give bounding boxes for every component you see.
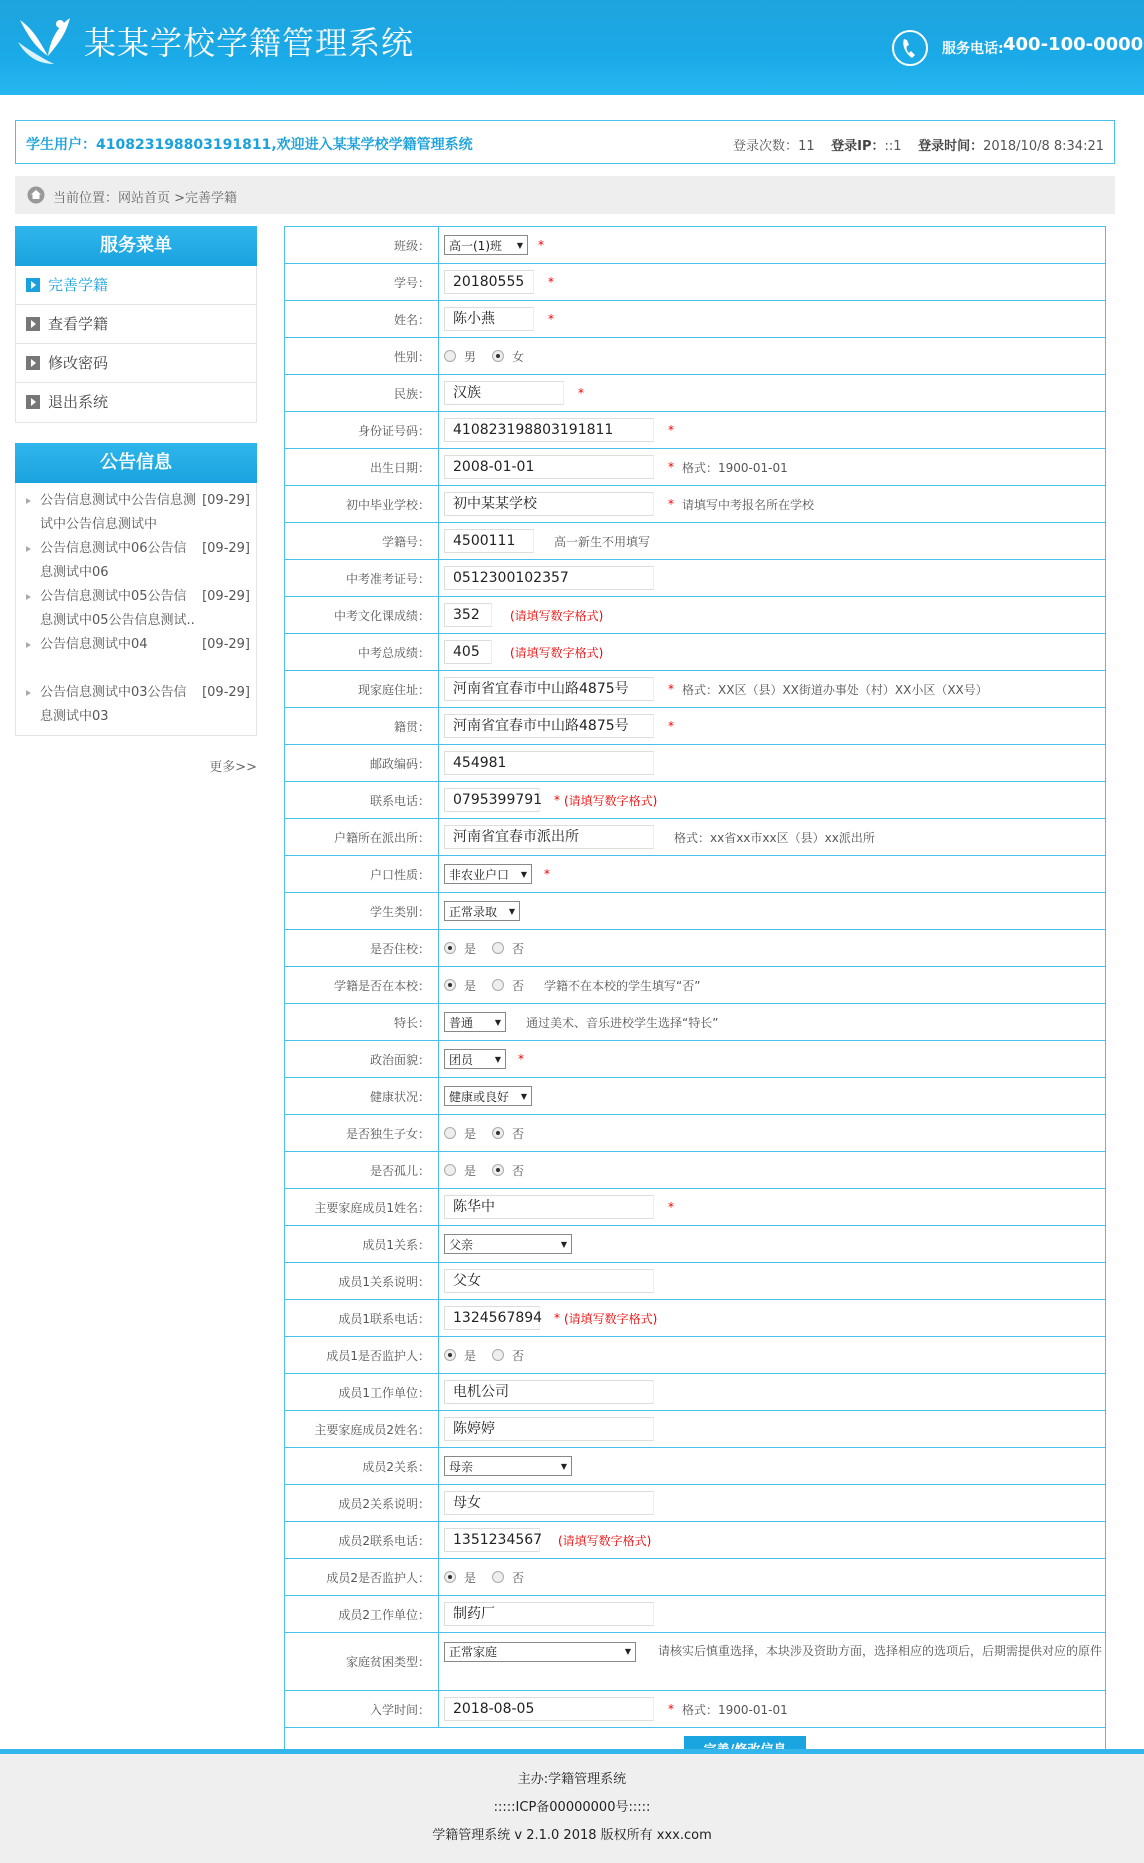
birth-date-input[interactable]: 2008-01-01: [444, 455, 654, 479]
field-label: 户口性质：: [285, 856, 439, 892]
field-label: 中考总成绩：: [285, 634, 439, 670]
home-icon: [27, 186, 45, 204]
poverty-select[interactable]: [444, 1642, 636, 1662]
welcome-bar: [15, 120, 1115, 164]
student-no-input[interactable]: 20180555: [444, 270, 534, 294]
breadcrumb: [15, 176, 1115, 214]
notice-date: [09-29]: [202, 541, 250, 556]
exam-no-input[interactable]: 0512300102357: [444, 566, 654, 590]
orphan-yes-radio[interactable]: [444, 1162, 476, 1179]
menu-label: 修改密码: [48, 354, 109, 372]
radio-label: 是: [464, 1163, 477, 1178]
field-label: 班级：: [285, 227, 439, 263]
orphan-no-radio[interactable]: [492, 1162, 524, 1179]
time-value: 2018/10/8 8:34:21: [983, 139, 1104, 154]
login-count: 11: [798, 139, 815, 154]
radio-label: 是: [464, 941, 477, 956]
dropdown-arrow-icon: ▼: [494, 1017, 501, 1027]
dropdown-arrow-icon: ▼: [560, 1239, 567, 1249]
number-hint: (请填写数字格式): [564, 793, 658, 808]
select-value: 健康或良好: [449, 1089, 510, 1104]
menu-label: 完善学籍: [48, 276, 109, 294]
field-label: 户籍所在派出所：: [285, 819, 439, 855]
nation-input[interactable]: 汉族: [444, 381, 564, 405]
menu-title: 服务菜单: [15, 226, 257, 266]
login-info: [733, 135, 1104, 154]
radio-label: 否: [512, 1126, 525, 1141]
radio-label: 否: [512, 1163, 525, 1178]
ip-value: ::1: [884, 139, 902, 154]
field-label: 联系电话：: [285, 782, 439, 818]
roll-no-input[interactable]: 4500111: [444, 529, 534, 553]
dropdown-arrow-icon: ▼: [560, 1461, 567, 1471]
address-input[interactable]: 河南省宜春市中山路4875号: [444, 677, 654, 701]
special-select[interactable]: [444, 1012, 506, 1032]
gender-male-radio[interactable]: [444, 348, 476, 365]
student-type-select[interactable]: [444, 901, 520, 921]
radio-label: 是: [464, 1126, 477, 1141]
member2-guardian-yes-radio[interactable]: [444, 1569, 476, 1586]
member1-phone-input[interactable]: 1324567894: [444, 1306, 540, 1330]
menu-label: 查看学籍: [48, 315, 109, 333]
field-label: 成员1关系说明：: [285, 1263, 439, 1299]
radio-icon: [492, 1349, 504, 1361]
police-hint: 格式：xx省xx市xx区（县）xx派出所: [674, 830, 875, 845]
arrow-icon: [26, 356, 40, 370]
field-label: 特长：: [285, 1004, 439, 1040]
bullet-icon: [26, 690, 31, 696]
dropdown-arrow-icon: ▼: [520, 1091, 527, 1101]
native-place-input[interactable]: 河南省宜春市中山路4875号: [444, 714, 654, 738]
field-label: 学籍是否在本校：: [285, 967, 439, 1003]
radio-icon: [444, 1127, 456, 1139]
radio-checked-icon: [444, 979, 456, 991]
radio-checked-icon: [444, 1571, 456, 1583]
field-label: 出生日期：: [285, 449, 439, 485]
only-child-yes-radio[interactable]: [444, 1125, 476, 1142]
radio-label: 否: [512, 1348, 525, 1363]
number-hint: (请填写数字格式): [510, 645, 604, 660]
field-label: 学生类别：: [285, 893, 439, 929]
radio-label: 是: [464, 1570, 477, 1585]
dropdown-arrow-icon: ▼: [508, 906, 515, 916]
notice-text: 公告信息测试中04: [40, 637, 148, 652]
notice-text: 公告信息测试中06公告信息测试中06: [40, 541, 187, 580]
class-select[interactable]: [444, 235, 528, 255]
field-label: 是否住校：: [285, 930, 439, 966]
zip-input[interactable]: 454981: [444, 751, 654, 775]
bullet-icon: [26, 546, 31, 552]
bullet-icon: [26, 498, 31, 504]
field-label: 初中毕业学校：: [285, 486, 439, 522]
footer: [0, 1749, 1144, 1863]
select-value: 非农业户口: [449, 867, 510, 882]
field-label: 中考文化课成绩：: [285, 597, 439, 633]
field-label: 成员2关系：: [285, 1448, 439, 1484]
gender-female-radio[interactable]: [492, 348, 524, 365]
login-count-label: 登录次数：: [733, 139, 799, 154]
radio-checked-icon: [444, 1349, 456, 1361]
enroll-date-input[interactable]: 2018-08-05: [444, 1697, 654, 1721]
member2-name-input[interactable]: 陈婷婷: [444, 1417, 654, 1441]
member1-desc-input[interactable]: 父女: [444, 1269, 654, 1293]
member1-guardian-yes-radio[interactable]: [444, 1347, 476, 1364]
notice-item[interactable]: [26, 537, 250, 585]
radio-icon: [444, 1164, 456, 1176]
field-label: 性别：: [285, 338, 439, 374]
menu-item-logout[interactable]: [16, 383, 256, 422]
radio-label: 否: [512, 1570, 525, 1585]
field-label: 邮政编码：: [285, 745, 439, 781]
culture-score-input[interactable]: 352: [444, 603, 492, 627]
footer-copyright: 学籍管理系统 v 2.1.0 2018 版权所有 xxx.com: [432, 1828, 712, 1843]
notice-date: [09-29]: [202, 493, 250, 508]
notice-date: [09-29]: [202, 589, 250, 604]
id-number-input[interactable]: 410823198803191811: [444, 418, 654, 442]
arrow-icon: [26, 395, 40, 409]
app-title: 某某学校学籍管理系统: [84, 24, 415, 62]
field-label: 中考准考证号：: [285, 560, 439, 596]
phone-icon: [890, 28, 930, 68]
bullet-icon: [26, 594, 31, 600]
member2-work-input[interactable]: 制药厂: [444, 1602, 654, 1626]
radio-icon: [444, 350, 456, 362]
field-label: 现家庭住址：: [285, 671, 439, 707]
more-link[interactable]: 更多>>: [209, 760, 257, 775]
number-hint: (请填写数字格式): [564, 1311, 658, 1326]
school-input[interactable]: 初中某某学校: [444, 492, 654, 516]
select-value: 正常家庭: [449, 1644, 498, 1659]
member1-name-input[interactable]: 陈华中: [444, 1195, 654, 1219]
notice-date: [09-29]: [202, 637, 250, 652]
menu-label: 退出系统: [48, 393, 109, 411]
field-label: 成员2关系说明：: [285, 1485, 439, 1521]
radio-label: 男: [464, 349, 477, 364]
notice-item[interactable]: [26, 681, 250, 729]
police-station-input[interactable]: 河南省宜春市派出所: [444, 825, 654, 849]
phone-number: 400-100-0000: [1003, 34, 1144, 55]
notice-date: [09-29]: [202, 685, 250, 700]
inschool-yes-radio[interactable]: [444, 977, 476, 994]
menu-list: [15, 266, 257, 423]
number-hint: (请填写数字格式): [558, 1533, 652, 1548]
roll-hint: 高一新生不用填写: [554, 534, 651, 549]
select-value: 普通: [449, 1015, 474, 1030]
number-hint: (请填写数字格式): [510, 608, 604, 623]
notice-text: 公告信息测试中03公告信息测试中03: [40, 685, 187, 724]
field-label: 成员1工作单位：: [285, 1374, 439, 1410]
dropdown-arrow-icon: ▼: [494, 1054, 501, 1064]
student-form: 班级： 高一(1)班 ▼ * 学号： 20180555 * 姓名： 陈小燕 * 性别： 男 女 民族： 汉族 * 身份证号码： 410823198803191811 * 出生日期： 2008-01-01 * 格式：1900-01-01 初中毕业学校： 初中某某学校 * 请填写中考报名所在学校 学籍号： 4500111 高一新生不用填写 中考准考证号： 0512300102357 中考文化课成绩： 352 (请填写数字格式) 中考总成绩： 405 (请填写数字格式) 现家庭住址： 河南省宜春市中山路4875号 * 格式：XX区（县）XX街道办事处（村）XX小区（XX号） 籍贯： 河南省宜春市中山路4875号 * 邮政编码： 454981 联系电话： 0795399791 * (请填写数字格式) 户籍所在派出所： 河南省宜春市派出所 格式：xx省xx市xx区（县）xx派出所 户口性质： 非农业户口 ▼ * 学生类别： 正常录取 ▼ 是否住校： 是 否 学籍是否在本校： 是 否 学籍不在本校的学生填写“否” 特长： 普通 ▼ 通过美术、音乐进校学生选择“特长” 政治面貌： 团员 ▼ * 健康状况： 健康或良好 ▼ 是否独生子女： 是 否 是否孤儿： 是 否 主要家庭成员1姓名： 陈华中 * 成员1关系： 父亲 ▼ 成员1关系说明： 父女 成员1联系电话： 1324567894 * (请填写数字格式) 成员1是否监护人： 是 否 成员1工作单位： 电机公司 主要家庭成员2姓名： 陈婷婷 成员2关系： 母亲 ▼ 成员2关系说明： 母女 成员2联系电话： 1351234567 (请填写数字格式) 成员2是否监护人： 是 否 成员2工作单位： 制药厂 家庭贫困类型： 正常家庭 ▼ 请核实后慎重选择，本块涉及资助方面，选择相应的选项后，后期需提供对应的原件 入学时间： 2018-08-05 * 格式：1900-01-01: [284, 226, 1106, 1769]
field-label: 学籍号：: [285, 523, 439, 559]
select-value: 高一(1)班: [449, 238, 502, 253]
school-hint: 请填写中考报名所在学校: [682, 497, 815, 512]
time-label: 登录时间：: [918, 139, 984, 154]
logo-icon: [14, 12, 76, 70]
format-hint: 格式：1900-01-01: [682, 460, 788, 475]
field-label: 籍贯：: [285, 708, 439, 744]
welcome-text: 学生用户：410823198803191811,欢迎进入某某学校学籍管理系统: [26, 137, 473, 153]
notice-item[interactable]: [26, 585, 250, 633]
footer-host: 主办:学籍管理系统: [517, 1772, 627, 1787]
menu-item-view[interactable]: [16, 305, 256, 344]
member2-phone-input[interactable]: 1351234567: [444, 1528, 540, 1552]
dropdown-arrow-icon: ▼: [516, 240, 523, 250]
phone-label: 服务电话:: [942, 41, 1004, 57]
format-hint: 格式：1900-01-01: [682, 1702, 788, 1717]
breadcrumb-text[interactable]: 当前位置：网站首页 >完善学籍: [53, 191, 238, 206]
field-label: 成员1关系：: [285, 1226, 439, 1262]
phone-input[interactable]: 0795399791: [444, 788, 540, 812]
dropdown-arrow-icon: ▼: [520, 869, 527, 879]
hukou-select[interactable]: [444, 864, 532, 884]
poverty-hint: 请核实后慎重选择，本块涉及资助方面，选择相应的选项后，后期需提供对应的原件: [658, 1644, 1103, 1658]
menu-item-complete[interactable]: [16, 266, 256, 305]
member2-relation-select[interactable]: [444, 1456, 572, 1476]
field-label: 成员2联系电话：: [285, 1522, 439, 1558]
radio-label: 否: [512, 941, 525, 956]
radio-icon: [492, 1571, 504, 1583]
name-input[interactable]: 陈小燕: [444, 307, 534, 331]
politics-select[interactable]: [444, 1049, 506, 1069]
field-label: 家庭贫困类型：: [285, 1633, 439, 1690]
member1-relation-select[interactable]: [444, 1234, 572, 1254]
inschool-hint: 学籍不在本校的学生填写“否”: [544, 978, 701, 993]
header: [0, 0, 1144, 95]
field-label: 是否独生子女：: [285, 1115, 439, 1151]
menu-item-password[interactable]: [16, 344, 256, 383]
radio-icon: [492, 979, 504, 991]
radio-checked-icon: [492, 350, 504, 362]
special-hint: 通过美术、音乐进校学生选择“特长”: [526, 1015, 719, 1030]
only-child-no-radio[interactable]: [492, 1125, 524, 1142]
ip-label: 登录IP：: [831, 139, 885, 154]
field-label: 成员2工作单位：: [285, 1596, 439, 1632]
field-label: 民族：: [285, 375, 439, 411]
board-no-radio[interactable]: [492, 940, 524, 957]
health-select[interactable]: [444, 1086, 532, 1106]
field-label: 政治面貌：: [285, 1041, 439, 1077]
field-label: 主要家庭成员1姓名：: [285, 1189, 439, 1225]
sidebar: [15, 226, 257, 775]
member1-work-input[interactable]: 电机公司: [444, 1380, 654, 1404]
radio-checked-icon: [492, 1127, 504, 1139]
member2-guardian-no-radio[interactable]: [492, 1569, 524, 1586]
notice-item[interactable]: [26, 633, 250, 657]
select-value: 正常录取: [449, 904, 498, 919]
field-label: 主要家庭成员2姓名：: [285, 1411, 439, 1447]
radio-label: 女: [512, 349, 525, 364]
member2-desc-input[interactable]: 母女: [444, 1491, 654, 1515]
arrow-icon: [26, 278, 40, 292]
dropdown-arrow-icon: ▼: [624, 1646, 631, 1656]
notice-item[interactable]: [26, 489, 250, 537]
field-label: 成员1是否监护人：: [285, 1337, 439, 1373]
field-label: 是否孤儿：: [285, 1152, 439, 1188]
field-label: 入学时间：: [285, 1691, 439, 1727]
total-score-input[interactable]: 405: [444, 640, 492, 664]
board-yes-radio[interactable]: [444, 940, 476, 957]
address-hint: 格式：XX区（县）XX街道办事处（村）XX小区（XX号）: [682, 682, 988, 697]
notice-list: [15, 483, 257, 736]
radio-label: 是: [464, 1348, 477, 1363]
field-label: 学号：: [285, 264, 439, 300]
radio-checked-icon: [492, 1164, 504, 1176]
bullet-icon: [26, 642, 31, 648]
notice-title: 公告信息: [15, 443, 257, 483]
footer-icp: :::::ICP备00000000号:::::: [493, 1800, 651, 1815]
select-value: 父亲: [449, 1237, 474, 1252]
select-value: 母亲: [449, 1459, 474, 1474]
member1-guardian-no-radio[interactable]: [492, 1347, 524, 1364]
inschool-no-radio[interactable]: [492, 977, 524, 994]
arrow-icon: [26, 317, 40, 331]
notice-text: 公告信息测试中05公告信息测试中05公告信息测试..: [40, 589, 195, 628]
radio-label: 是: [464, 978, 477, 993]
field-label: 姓名：: [285, 301, 439, 337]
notice-text: 公告信息测试中公告信息测试中公告信息测试中: [40, 493, 197, 532]
field-label: 健康状况：: [285, 1078, 439, 1114]
radio-icon: [492, 942, 504, 954]
field-label: 成员1联系电话：: [285, 1300, 439, 1336]
field-label: 身份证号码：: [285, 412, 439, 448]
radio-checked-icon: [444, 942, 456, 954]
select-value: 团员: [449, 1052, 474, 1067]
radio-label: 否: [512, 978, 525, 993]
field-label: 成员2是否监护人：: [285, 1559, 439, 1595]
